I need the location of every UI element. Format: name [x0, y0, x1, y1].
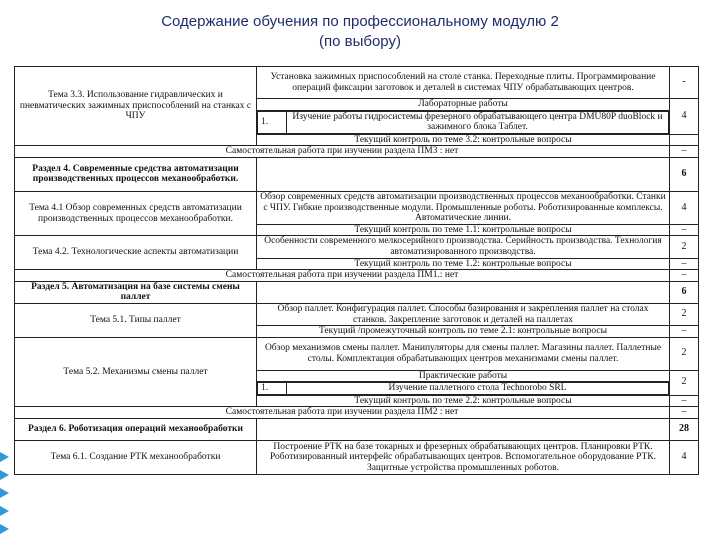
title-line-2: (по выбору)	[319, 33, 401, 50]
table-row	[15, 146, 699, 158]
practice-work-item	[257, 382, 670, 396]
bullet-arrow-icon	[0, 524, 9, 534]
lab-work-number: 1.	[258, 111, 287, 133]
hours-cell: –	[670, 407, 699, 419]
lab-work-text: Изучение работы гидросистемы фрезерного обрабатывающего центра DMU80P duoBlock и зажимного блока Таблет.	[287, 111, 669, 133]
table-row	[15, 303, 699, 325]
topic-4-1: Тема 4.1 Обзор современных средств автоматизации производственных процессов механообработки.	[15, 191, 257, 235]
topic-content: Установка зажимных приспособлений на столе станка. Переходные плиты. Программирование операций фиксации заготовок и деталей в системах ЧПУ обрабатывающих центров.	[257, 67, 670, 99]
topic-5-2: Тема 5.2. Механизмы смены паллет	[15, 337, 257, 407]
table-row	[15, 441, 699, 475]
table-row	[15, 270, 699, 282]
hours-cell: 2	[670, 303, 699, 325]
self-work-row: Самостоятельная работа при изучении раздела ПМ2 : нет	[15, 407, 670, 419]
hours-cell: –	[670, 258, 699, 270]
section-5-title: Раздел 5. Автоматизация на базе системы смены паллет	[15, 281, 257, 303]
practice-work-text: Изучение паллетного стола Technorobo SRL	[287, 383, 669, 395]
bullet-arrow-icon	[0, 452, 9, 462]
bullet-arrow-icon	[0, 488, 9, 498]
practice-works-header: Практические работы	[257, 370, 670, 382]
table-row	[15, 67, 699, 99]
curriculum-table	[14, 66, 699, 475]
table-row	[15, 157, 699, 191]
topic-content: Построение РТК на базе токарных и фрезерных обрабатывающих центров. Планировки РТК. Роботизированный интерфейс обрабатывающих центров. Вспомогательное оборудование РТК. Защитные устройства промышленных роботов.	[257, 441, 670, 475]
table-row	[15, 191, 699, 224]
table-row	[15, 337, 699, 370]
control-text: Текущий контроль по теме 2.2: контрольные вопросы	[257, 395, 670, 407]
topic-content: Обзор паллет. Конфигурация паллет. Способы базирования и закрепления паллет на столах станков. Закрепление заготовок и деталей на паллетах	[257, 303, 670, 325]
table-row	[15, 236, 699, 258]
control-text: Текущий контроль по теме 1.2: контрольные вопросы	[257, 258, 670, 270]
topic-6-1: Тема 6.1. Создание РТК механообработки	[15, 441, 257, 475]
hours-cell: 2	[670, 337, 699, 370]
hours-cell: 6	[670, 281, 699, 303]
topic-content: Особенности современного мелкосерийного производства. Серийность производства. Технология автоматизированного производства.	[257, 236, 670, 258]
hours-cell: –	[670, 270, 699, 282]
hours-cell: –	[670, 395, 699, 407]
empty-cell	[257, 157, 670, 191]
table-row	[15, 407, 699, 419]
hours-cell: 28	[670, 419, 699, 441]
hours-cell: 2	[670, 370, 699, 395]
lab-works-header: Лабораторные работы	[257, 99, 670, 111]
self-work-row: Самостоятельная работа при изучении раздела ПМ1.: нет	[15, 270, 670, 282]
topic-3-3: Тема 3.3. Использование гидравлических и пневматических зажимных приспособлений на станках с ЧПУ	[15, 67, 257, 146]
topic-content: Обзор механизмов смены паллет. Манипуляторы для смены паллет. Магазины паллет. Паллетные столы. Комплектация обрабатывающих центров механизмами смены паллет.	[257, 337, 670, 370]
empty-cell	[257, 281, 670, 303]
page-title	[0, 12, 720, 52]
hours-cell: -	[670, 67, 699, 99]
hours-cell: 4	[670, 441, 699, 475]
title-line-1: Содержание обучения по профессиональному модулю 2	[161, 13, 559, 30]
bullet-arrow-icon	[0, 506, 9, 516]
hours-cell: 4	[670, 99, 699, 135]
control-text: Текущий контроль по теме 3.2: контрольные вопросы	[257, 134, 670, 146]
control-text: Текущий /промежуточный контроль по теме 2.1: контрольные вопросы	[257, 326, 670, 338]
empty-cell	[257, 419, 670, 441]
topic-4-2: Тема 4.2. Технологические аспекты автоматизации	[15, 236, 257, 270]
section-6-title: Раздел 6. Роботизация операций механообработки	[15, 419, 257, 441]
hours-cell: –	[670, 224, 699, 236]
topic-content: Обзор современных средств автоматизации производственных процессов механообработки. Станки с ЧПУ. Гибкие производственные модули. Промышленные роботы. Роботизированные комплексы. Автоматические линии.	[257, 191, 670, 224]
table-row	[15, 281, 699, 303]
hours-cell: –	[670, 326, 699, 338]
section-4-title: Раздел 4. Современные средства автоматизации производственных процессов механообработки.	[15, 157, 257, 191]
topic-5-1: Тема 5.1. Типы паллет	[15, 303, 257, 337]
control-text: Текущий контроль по теме 1.1: контрольные вопросы	[257, 224, 670, 236]
hours-cell: 2	[670, 236, 699, 258]
bullet-arrow-icon	[0, 470, 9, 480]
hours-cell: 4	[670, 191, 699, 224]
lab-work-item	[257, 110, 670, 134]
hours-cell: 6	[670, 157, 699, 191]
hours-cell: –	[670, 146, 699, 158]
practice-work-number: 1.	[258, 383, 287, 395]
self-work-row: Самостоятельная работа при изучении раздела ПМ3 : нет	[15, 146, 670, 158]
hours-cell	[670, 134, 699, 146]
table-row	[15, 419, 699, 441]
